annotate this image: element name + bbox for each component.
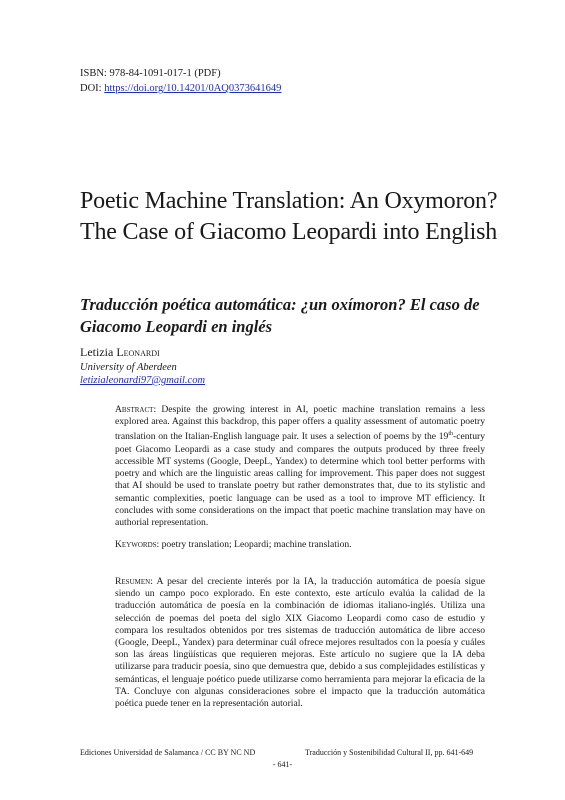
isbn-line: ISBN: 978-84-1091-017-1 (PDF)	[80, 68, 221, 79]
abstract-text-2: -century poet Giacomo Leopardi as a case study and compares the outputs produced by three freely accessible MT systems (Google, DeepL, Yandex) to determine which tool better performs with poetry and which are the linguistic areas calling for improvement. This paper does not suggest that AI should be used to translate poetry but rather demonstrates that, due to its stylistic and semantic complexities, poetic language can be used as a tool to improve MT efficiency. It concludes with some considerations on the impact that poetic machine translation may have on authorial representation.	[115, 431, 485, 529]
abstract-superscript: th	[448, 431, 454, 438]
author-first-name: Letizia	[80, 345, 117, 359]
abstract	[115, 404, 485, 529]
keywords	[115, 539, 485, 551]
doi-label: DOI:	[80, 83, 105, 94]
abstract-text-1: : Despite the growing interest in AI, poetic machine translation remains a less explored area. Against this backdrop, this paper offers a quality assessment of automatic poetry translation on the Italian-English language pair. It uses a selection of poems by the 19	[115, 404, 485, 443]
resumen-label: Resumen	[115, 576, 151, 587]
author-affiliation: University of Aberdeen	[80, 362, 177, 373]
doi-line	[80, 81, 281, 96]
resumen	[115, 576, 485, 710]
author-email-link[interactable]: letizialeonardi97@gmail.com	[80, 375, 206, 386]
publication-meta	[80, 66, 281, 96]
doi-link[interactable]: https://doi.org/10.14201/0AQ0373641649	[104, 83, 282, 94]
author-name	[80, 345, 160, 360]
footer-journal: Traducción y Sostenibilidad Cultural II, pp. 641-649	[305, 748, 474, 757]
paper-subtitle: Traducción poética automática: ¿un oxímoron? El caso de Giacomo Leopardi en inglés	[80, 295, 480, 336]
paper-title: Poetic Machine Translation: An Oxymoron? The Case of Giacomo Leopardi into English	[80, 188, 498, 245]
keywords-text: : poetry translation; Leopardi; machine translation.	[156, 539, 352, 550]
footer-publisher: Ediciones Universidad de Salamanca / CC BY NC ND	[80, 748, 256, 757]
abstract-label: Abstract	[115, 404, 154, 415]
page-number: - 641-	[272, 760, 293, 769]
resumen-text: : A pesar del creciente interés por la IA, la traducción automática de poesía sigue siendo un campo poco explorado. En este contexto, este artículo evalúa la calidad de la traducción automática de poesía en la combinación de idiomas italiano-inglés. Utiliza una selección de poemas del poeta del siglo XIX Giacomo Leopardi como caso de estudio y compara los resultados obtenidos por tres sistemas de traducción automática de libre acceso (Google, DeepL, Yandex) para determinar cuál ofrece mejores resultados con la poesía y cuáles son las áreas lingüísticas que requieren mejoras. Este artículo no sugiere que la IA deba utilizarse para traducir poesía, sino que demuestra que, debido a sus complejidades estilísticas y semánticas, el lenguaje poético puede utilizarse como herramienta para mejorar la eficacia de la TA. Concluye con algunas consideraciones sobre el impacto que la traducción automática poética puede tener en la representación autorial.	[115, 576, 485, 710]
keywords-label: Keywords	[115, 539, 157, 550]
author-last-name: Leonardi	[116, 345, 160, 359]
author-email	[80, 375, 205, 386]
